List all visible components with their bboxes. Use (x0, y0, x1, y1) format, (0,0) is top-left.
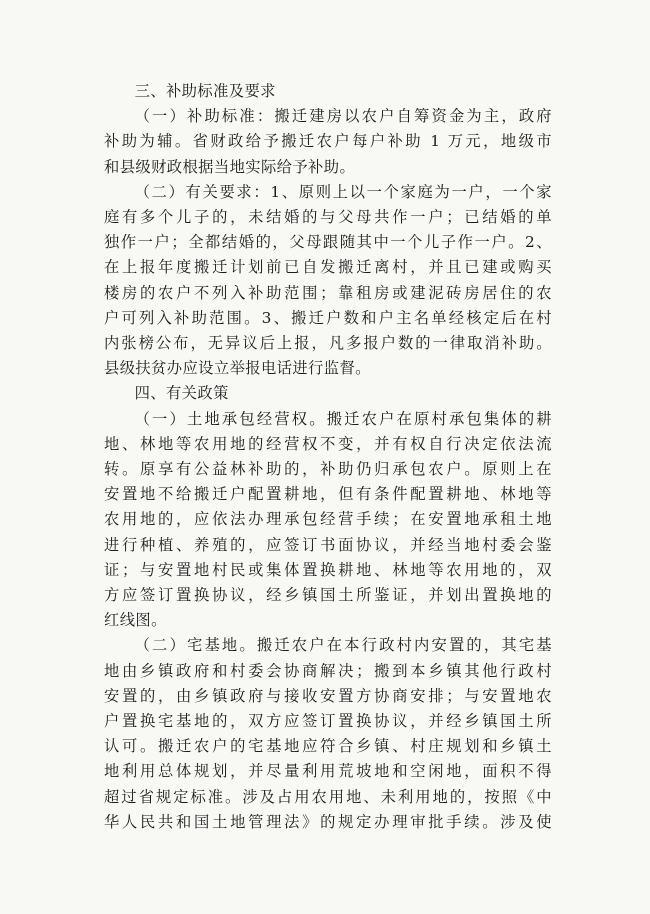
paragraph-line: 独作一户；全都结婚的，父母跟随其中一个儿子作一户。2、 (104, 233, 552, 252)
paragraph-line: 庭有多个儿子的，未结婚的与父母共作一户；已结婚的单 (104, 208, 552, 227)
paragraph-line: 地由乡镇政府和村委会协商解决；搬到本乡镇其他行政村 (104, 661, 552, 680)
paragraph-line: 内张榜公布，无异议后上报，凡多报户数的一律取消补助。 (104, 334, 552, 353)
paragraph-line: 楼房的农户不列入补助范围；靠租房或建泥砖房居住的农 (104, 283, 552, 302)
paragraph-line: （二）有关要求：1、原则上以一个家庭为一户，一个家 (134, 182, 552, 201)
paragraph-line: 户可列入补助范围。3、搬迁户数和户主名单经核定后在村 (104, 308, 552, 327)
paragraph-line: 进行种植、养殖的，应签订书面协议，并经当地村委会鉴 (104, 535, 552, 554)
paragraph-line: （一）土地承包经营权。搬迁农户在原村承包集体的耕 (134, 409, 552, 428)
paragraph-line: 转。原享有公益林补助的，补助仍归承包农户。原则上在 (104, 460, 552, 479)
paragraph-line: 农用地的，应依法办理承包经营手续；在安置地承租土地 (104, 510, 552, 529)
paragraph-line: 认可。搬迁农户的宅基地应符合乡镇、村庄规划和乡镇土 (104, 737, 552, 756)
paragraph-line: 超过省规定标准。涉及占用农用地、未利用地的，按照《中 (104, 787, 552, 806)
document-body (104, 79, 552, 835)
paragraph-line: （二）宅基地。搬迁农户在本行政村内安置的，其宅基 (134, 636, 552, 655)
paragraph-line: （一）补助标准：搬迁建房以农户自筹资金为主，政府 (134, 107, 552, 126)
paragraph-line: 补助为辅。省财政给予搬迁农户每户补助 1 万元，地级市 (104, 132, 552, 151)
paragraph-line: 和县级财政根据当地实际给予补助。 (104, 157, 356, 176)
paragraph-line: 华人民共和国土地管理法》的规定办理审批手续。涉及使 (104, 812, 552, 831)
paragraph-line: 红线图。 (104, 611, 167, 630)
paragraph-line: 安置的，由乡镇政府与接收安置方协商安排；与安置地农 (104, 686, 552, 705)
paragraph-line: 证；与安置地村民或集体置换耕地、林地等农用地的，双 (104, 560, 552, 579)
section-4-heading: 四、有关政策 (134, 384, 229, 403)
paragraph-line: 地利用总体规划，并尽量利用荒坡地和空闲地，面积不得 (104, 762, 552, 781)
paragraph-line: 安置地不给搬迁户配置耕地，但有条件配置耕地、林地等 (104, 485, 552, 504)
paragraph-line: 户置换宅基地的，双方应签订置换协议，并经乡镇国土所 (104, 712, 552, 731)
section-3-heading: 三、补助标准及要求 (134, 82, 276, 100)
paragraph-line: 在上报年度搬迁计划前已自发搬迁离村，并且已建或购买 (104, 258, 552, 277)
paragraph-line: 地、林地等农用地的经营权不变，并有权自行决定依法流 (104, 434, 552, 453)
paragraph-line: 方应签订置换协议，经乡镇国土所鉴证，并划出置换地的 (104, 586, 552, 605)
paragraph-line: 县级扶贫办应设立举报电话进行监督。 (104, 359, 371, 378)
